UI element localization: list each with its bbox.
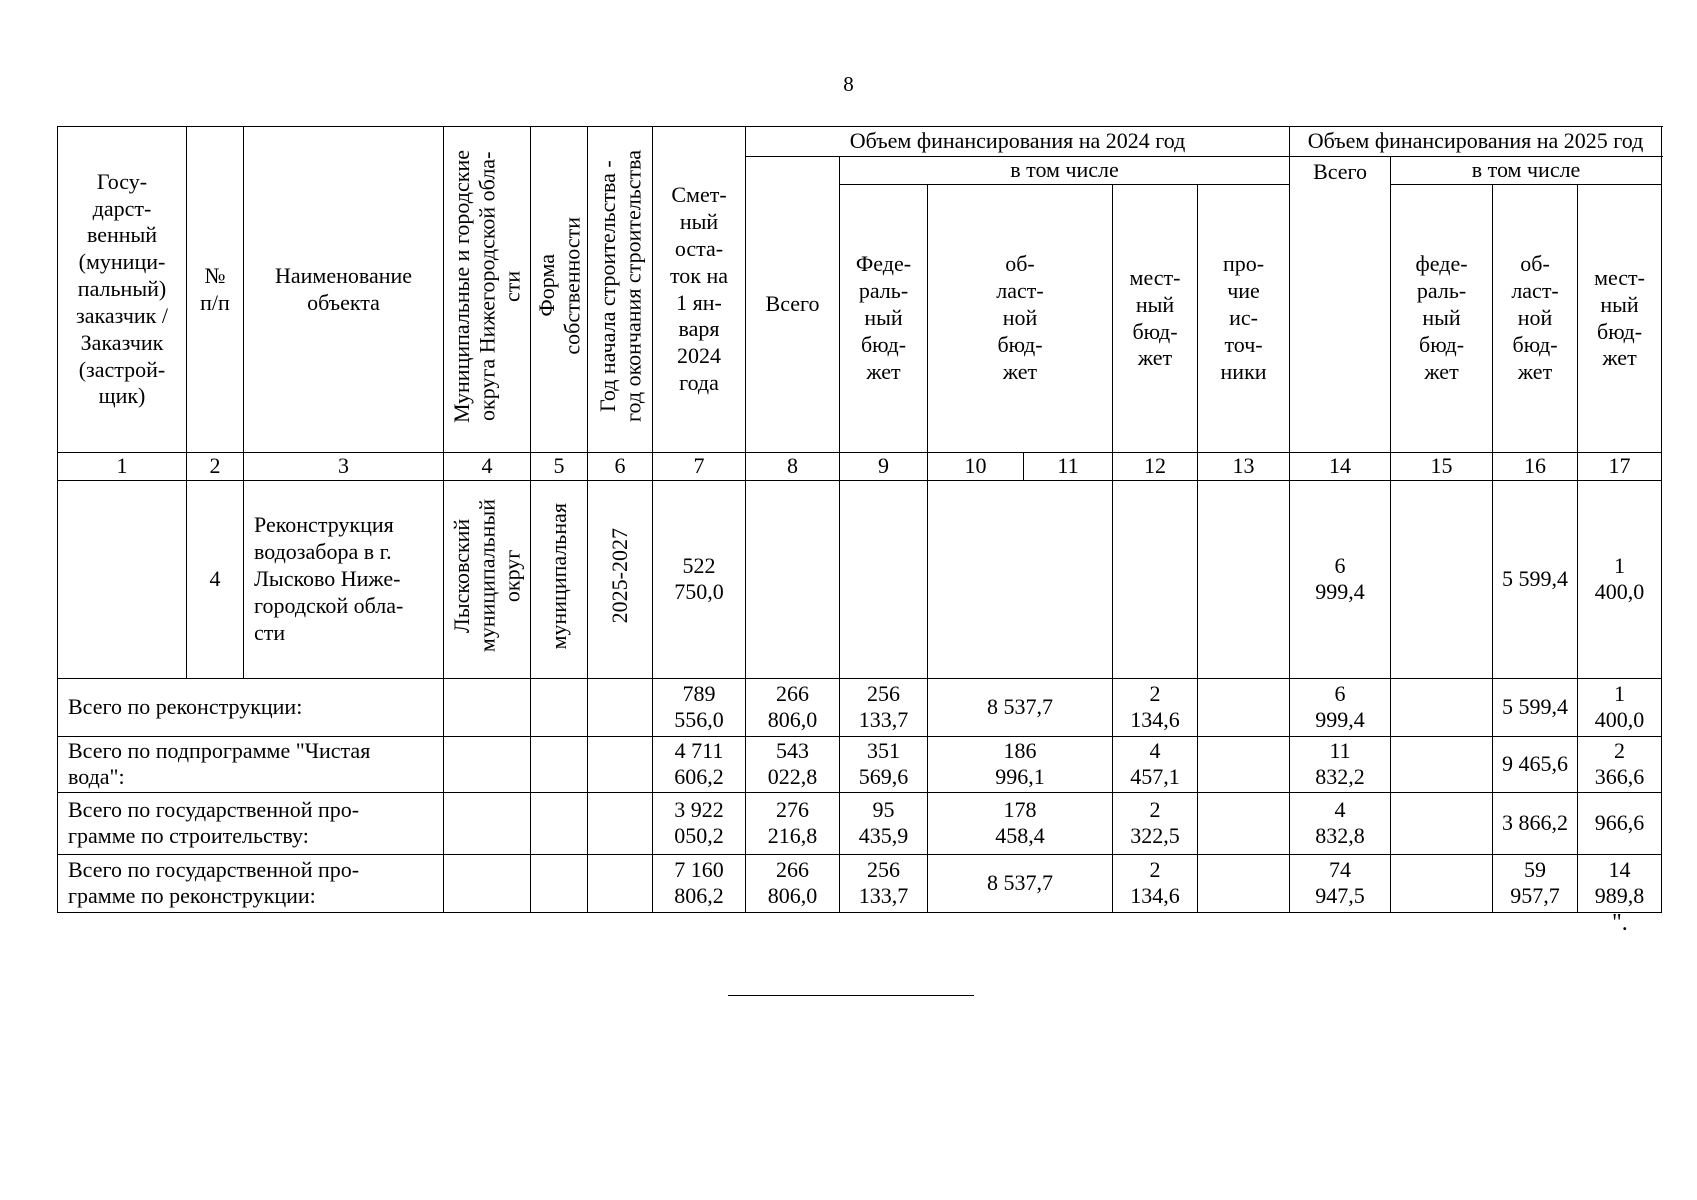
column-number-cell: 14	[1290, 453, 1391, 481]
summary-municipality	[444, 678, 531, 736]
summary-local-2024: 2 134,6	[1113, 854, 1198, 912]
summary-ownership	[531, 792, 588, 854]
summary-other-2024	[1198, 736, 1290, 792]
header-municipalities: Муниципальные и городские округа Нижегородской обла- сти	[444, 127, 531, 453]
summary-total-2025: 11 832,2	[1290, 736, 1391, 792]
object-regional-2025: 5 599,4	[1493, 480, 1578, 678]
header-regional-2024: об- ласт- ной бюд- жет	[928, 185, 1113, 453]
summary-total-2024: 276 216,8	[746, 792, 840, 854]
summary-local-2025: 966,6	[1578, 792, 1662, 854]
object-total-2025: 6 999,4	[1290, 480, 1391, 678]
column-number-cell: 15	[1391, 453, 1493, 481]
summary-regional-2024: 178 458,4	[928, 792, 1113, 854]
summary-years	[588, 736, 653, 792]
column-number-cell: 2	[187, 453, 244, 481]
column-number-cell: 6	[588, 453, 653, 481]
header-total-2025: Всего	[1290, 157, 1391, 453]
summary-years	[588, 678, 653, 736]
summary-row	[58, 792, 1662, 854]
summary-other-2024	[1198, 854, 1290, 912]
summary-regional-2025: 9 465,6	[1493, 736, 1578, 792]
object-customer	[58, 480, 187, 678]
header-regional-2025: об- ласт- ной бюд- жет	[1493, 185, 1578, 453]
summary-total-2025: 74 947,5	[1290, 854, 1391, 912]
summary-regional-2024: 8 537,7	[928, 854, 1113, 912]
summary-total-2025: 4 832,8	[1290, 792, 1391, 854]
summary-label: Всего по реконструкции:	[58, 678, 444, 736]
header-federal-2025: феде- раль- ный бюд- жет	[1391, 185, 1493, 453]
column-number-cell: 9	[840, 453, 928, 481]
object-federal-2025	[1391, 480, 1493, 678]
summary-total-2024: 543 022,8	[746, 736, 840, 792]
object-regional-2024	[928, 480, 1113, 678]
financing-table	[57, 126, 1662, 913]
page-number: 8	[843, 72, 854, 96]
summary-local-2024: 2 322,5	[1113, 792, 1198, 854]
summary-local-2024: 4 457,1	[1113, 736, 1198, 792]
summary-other-2024	[1198, 678, 1290, 736]
column-number-cell: 4	[444, 453, 531, 481]
object-num: 4	[187, 480, 244, 678]
summary-federal-2024: 95 435,9	[840, 792, 928, 854]
summary-other-2024	[1198, 792, 1290, 854]
summary-label: Всего по государственной про- грамме по строительству:	[58, 792, 444, 854]
column-number-cell: 3	[244, 453, 444, 481]
header-years: Год начала строительства - год окончания строительства	[588, 127, 653, 453]
column-number-cell: 8	[746, 453, 840, 481]
summary-regional-2024: 186 996,1	[928, 736, 1113, 792]
summary-regional-2025: 3 866,2	[1493, 792, 1578, 854]
header-row-1	[58, 127, 1662, 157]
column-number-cell: 10	[928, 453, 1024, 481]
column-number-cell: 11	[1024, 453, 1113, 481]
summary-row	[58, 736, 1662, 792]
summary-row	[58, 678, 1662, 736]
object-municipality: Лысковский муниципальный округ	[444, 480, 531, 678]
summary-total-2025: 6 999,4	[1290, 678, 1391, 736]
summary-municipality	[444, 792, 531, 854]
summary-federal-2025	[1391, 854, 1493, 912]
column-numbers-row	[58, 453, 1662, 481]
header-estimate-balance: Смет- ный оста- ток на 1 ян- варя 2024 года	[653, 127, 746, 453]
summary-federal-2024: 256 133,7	[840, 678, 928, 736]
column-number-cell: 17	[1578, 453, 1662, 481]
summary-estimate: 789 556,0	[653, 678, 746, 736]
column-number-cell: 16	[1493, 453, 1578, 481]
header-local-2025: мест- ный бюд- жет	[1578, 185, 1662, 453]
header-fin-2024: Объем финансирования на 2024 год	[746, 127, 1290, 157]
summary-estimate: 4 711 606,2	[653, 736, 746, 792]
object-total-2024	[746, 480, 840, 678]
summary-label: Всего по государственной про- грамме по реконструкции:	[58, 854, 444, 912]
object-estimate: 522 750,0	[653, 480, 746, 678]
object-federal-2024	[840, 480, 928, 678]
object-ownership: муниципальная	[531, 480, 588, 678]
summary-estimate: 3 922 050,2	[653, 792, 746, 854]
object-local-2024	[1113, 480, 1198, 678]
summary-local-2025: 14 989,8	[1578, 854, 1662, 912]
closing-quote-mark: ".	[1612, 910, 1628, 936]
header-local-2024: мест- ный бюд- жет	[1113, 185, 1198, 453]
summary-years	[588, 792, 653, 854]
summary-ownership	[531, 854, 588, 912]
header-including-2025: в том числе	[1391, 157, 1662, 185]
summary-municipality	[444, 854, 531, 912]
object-row	[58, 480, 1662, 678]
summary-federal-2025	[1391, 792, 1493, 854]
header-including-2024: в том числе	[840, 157, 1290, 185]
summary-local-2024: 2 134,6	[1113, 678, 1198, 736]
summary-federal-2024: 351 569,6	[840, 736, 928, 792]
column-number-cell: 5	[531, 453, 588, 481]
summary-regional-2025: 5 599,4	[1493, 678, 1578, 736]
object-local-2025: 1 400,0	[1578, 480, 1662, 678]
object-name: Реконструкция водозабора в г. Лысково Ниже- городской обла- сти	[244, 480, 444, 678]
column-number-cell: 12	[1113, 453, 1198, 481]
summary-municipality	[444, 736, 531, 792]
header-federal-2024: Феде- раль- ный бюд- жет	[840, 185, 928, 453]
header-total-2024: Всего	[746, 157, 840, 453]
header-num: № п/п	[187, 127, 244, 453]
summary-row	[58, 854, 1662, 912]
summary-total-2024: 266 806,0	[746, 854, 840, 912]
summary-ownership	[531, 736, 588, 792]
header-object-name: Наименование объекта	[244, 127, 444, 453]
summary-estimate: 7 160 806,2	[653, 854, 746, 912]
header-customer: Госу- дарст- венный (муници- пальный) заказчик / Заказчик (застрой- щик)	[58, 127, 187, 453]
footer-divider-line	[728, 995, 974, 996]
summary-federal-2024: 256 133,7	[840, 854, 928, 912]
summary-regional-2024: 8 537,7	[928, 678, 1113, 736]
summary-ownership	[531, 678, 588, 736]
header-fin-2025: Объем финансирования на 2025 год	[1290, 127, 1662, 157]
object-other-2024	[1198, 480, 1290, 678]
header-ownership: Форма собственности	[531, 127, 588, 453]
object-years: 2025-2027	[588, 480, 653, 678]
summary-regional-2025: 59 957,7	[1493, 854, 1578, 912]
summary-federal-2025	[1391, 678, 1493, 736]
summary-total-2024: 266 806,0	[746, 678, 840, 736]
summary-federal-2025	[1391, 736, 1493, 792]
summary-label: Всего по подпрограмме "Чистая вода":	[58, 736, 444, 792]
summary-local-2025: 2 366,6	[1578, 736, 1662, 792]
summary-years	[588, 854, 653, 912]
column-number-cell: 7	[653, 453, 746, 481]
summary-local-2025: 1 400,0	[1578, 678, 1662, 736]
column-number-cell: 13	[1198, 453, 1290, 481]
header-other-2024: про- чие ис- точ- ники	[1198, 185, 1290, 453]
column-number-cell: 1	[58, 453, 187, 481]
